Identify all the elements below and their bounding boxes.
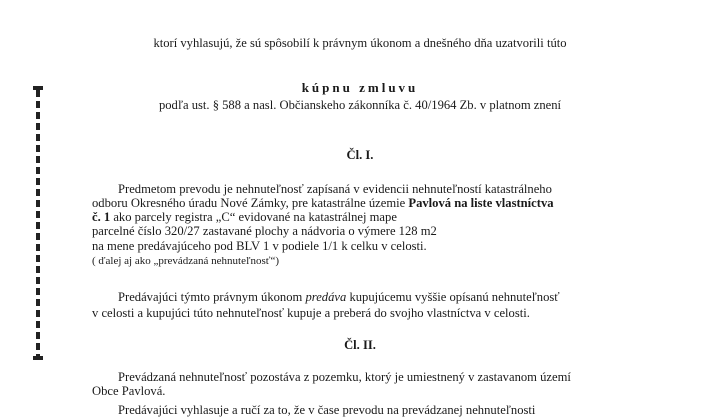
art1-p2-line1-pre: Predávajúci týmto právnym úkonom (118, 290, 306, 304)
art1-p1-line2 (92, 196, 554, 210)
art1-p2-line2: v celosti a kupujúci túto nehnuteľnosť kupuje a preberá do svojho vlastníctva v celosti. (92, 306, 530, 320)
art2-p1-line2: Obce Pavlová. (92, 384, 166, 398)
art1-p2-line1-post: kupujúcemu vyššie opísanú nehnuteľnosť (346, 290, 560, 304)
art1-p1-line3-text: ako parcely registra „C“ evidované na katastrálnej mape (110, 210, 397, 224)
intro-line: ktorí vyhlasujú, že sú spôsobilí k právnym úkonom a dnešného dňa uzatvorili túto (153, 36, 567, 50)
binder-edge (36, 90, 40, 358)
art1-p1-line3 (92, 210, 397, 224)
art1-p1-line6: ( ďalej aj ako „prevádzaná nehnuteľnosť“) (92, 255, 279, 267)
article-2-heading: Čl. II. (344, 338, 376, 352)
art1-p1-line1: Predmetom prevodu je nehnuteľnosť zapísaná v evidencii nehnuteľností katastrálneho (118, 182, 552, 196)
legal-basis: podľa ust. § 588 a nasl. Občianskeho zákonníka č. 40/1964 Zb. v platnom znení (158, 98, 562, 112)
art2-p2-line1: Predávajúci vyhlasuje a ručí za to, že v čase prevodu na prevádzanej nehnuteľnosti (118, 403, 536, 417)
art2-p1-line1: Prevádzaná nehnuteľnosť pozostáva z pozemku, ktorý je umiestnený v zastavanom území (118, 370, 571, 384)
article-1-heading: Čl. I. (346, 148, 374, 162)
cadastral-area: Pavlová na liste vlastníctva (408, 196, 554, 210)
art1-p2-line1 (118, 290, 560, 304)
binder-cap-bottom (33, 356, 43, 360)
art1-p1-line4: parcelné číslo 320/27 zastavané plochy a nádvoria o výmere 128 m2 (92, 224, 437, 238)
art1-p2-italic: predáva (305, 290, 347, 304)
ownership-sheet-number: č. 1 (92, 210, 111, 224)
art1-p1-line5: na mene predávajúceho pod BLV 1 v podiele 1/1 k celku v celosti. (92, 239, 427, 253)
contract-title: kúpnu zmluvu (301, 80, 419, 95)
art1-p1-line2-text: odboru Okresného úradu Nové Zámky, pre katastrálne územie (92, 196, 409, 210)
